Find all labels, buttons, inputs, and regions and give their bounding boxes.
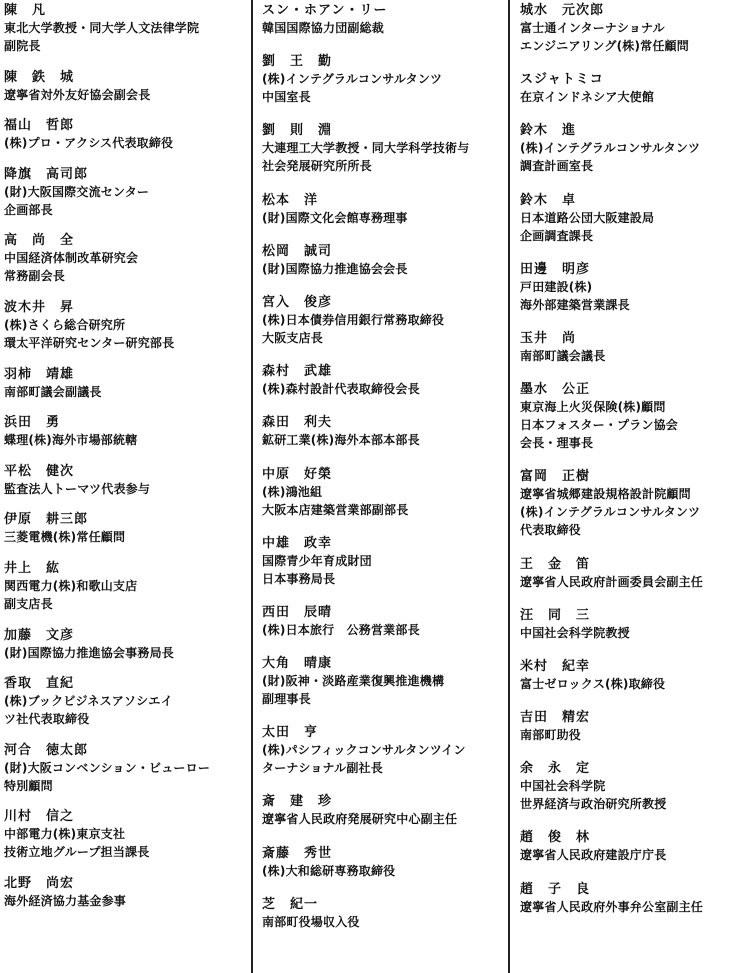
member-entry bbox=[4, 117, 248, 152]
member-entry bbox=[4, 875, 248, 910]
column-2 bbox=[262, 0, 506, 947]
member-entry bbox=[4, 463, 248, 498]
member-entry bbox=[520, 192, 748, 245]
member-entry bbox=[4, 675, 248, 728]
member-affiliation-line: (株)インテグラルコンサルタンツ bbox=[520, 141, 701, 156]
member-entry bbox=[520, 607, 748, 642]
member-affiliation-line: (株)インテグラルコンサルタンツ bbox=[520, 505, 701, 520]
member-entry bbox=[520, 829, 748, 864]
member-entry bbox=[520, 556, 748, 591]
member-affiliation-line: (株)鴻池組 bbox=[262, 484, 323, 499]
member-affiliation-line: 大阪本店建築営業部副部長 bbox=[262, 502, 409, 517]
member-name: 劉 則 淵 bbox=[262, 123, 333, 139]
member-affiliation-line: 三菱電機(株)常任顧問 bbox=[4, 530, 126, 545]
column-3 bbox=[520, 0, 748, 932]
member-entry bbox=[4, 2, 248, 55]
member-name: 田邊 明彦 bbox=[520, 261, 591, 277]
member-name: 趙 俊 林 bbox=[520, 830, 591, 846]
member-entry bbox=[262, 604, 506, 639]
member-affiliation-line: 韓国国際協力団副総裁 bbox=[262, 21, 385, 35]
member-name: 西田 辰晴 bbox=[262, 604, 333, 620]
member-entry bbox=[520, 709, 748, 744]
member-affiliation-line: 中国経済体制改革研究会 bbox=[4, 251, 139, 266]
member-entry bbox=[4, 69, 248, 104]
member-name: 森田 利夫 bbox=[262, 415, 333, 431]
member-name: 浜田 勇 bbox=[4, 415, 61, 431]
member-entry bbox=[4, 299, 248, 352]
member-entry bbox=[4, 808, 248, 861]
member-affiliation-line: (株)プロ・アクシス代表取締役 bbox=[4, 136, 174, 151]
member-entry bbox=[520, 2, 748, 55]
member-name: 斎 建 珍 bbox=[262, 794, 333, 810]
member-name: 川村 信之 bbox=[4, 809, 75, 825]
member-entry bbox=[520, 881, 748, 916]
member-affiliation-line: (株)日本債券信用銀行常務取締役 bbox=[262, 312, 445, 327]
member-name: 太田 亨 bbox=[262, 725, 319, 741]
member-affiliation-line: 副院長 bbox=[4, 39, 41, 53]
member-entry bbox=[4, 232, 248, 285]
member-name: 宮入 俊彦 bbox=[262, 294, 333, 310]
column-divider-2 bbox=[508, 0, 510, 973]
member-affiliation-line: 大連理工大学教授・同大学科学技術与 bbox=[262, 141, 470, 156]
member-affiliation-line: 遼寧省人民政府建設庁庁長 bbox=[520, 848, 667, 863]
member-name: 城水 元次郎 bbox=[520, 3, 605, 18]
member-entry bbox=[4, 366, 248, 401]
member-entry bbox=[520, 330, 748, 365]
member-affiliation-line: 鉱研工業(株)海外本部本部長 bbox=[262, 433, 420, 448]
member-name: 森村 武雄 bbox=[262, 364, 333, 380]
member-entry bbox=[520, 468, 748, 539]
member-affiliation-line: 遼寧省城郷建設規格設計院顧問 bbox=[520, 487, 691, 502]
member-affiliation-line: 副理事長 bbox=[262, 692, 311, 707]
member-entry bbox=[520, 381, 748, 452]
member-entry bbox=[262, 414, 506, 449]
member-affiliation-line: (株)森村設計代表取締役会長 bbox=[262, 382, 420, 397]
member-entry bbox=[262, 363, 506, 398]
member-affiliation-line: 海外経済協力基金参事 bbox=[4, 893, 127, 908]
column-divider-1 bbox=[251, 0, 253, 973]
member-affiliation-line: 中国社会科学院教授 bbox=[520, 625, 630, 640]
member-name: 河合 徳太郎 bbox=[4, 742, 89, 758]
member-affiliation-line: (株)インテグラルコンサルタンツ bbox=[262, 72, 443, 87]
member-name: 大角 晴康 bbox=[262, 656, 333, 672]
member-affiliation-line: 企画調査課長 bbox=[520, 228, 594, 243]
member-name: 玉井 尚 bbox=[520, 330, 577, 346]
member-affiliation-line: (財)阪神・淡路産業復興推進機構 bbox=[262, 674, 445, 689]
member-affiliation-line: ターナショナル副社長 bbox=[262, 761, 383, 776]
member-name: 墨水 公正 bbox=[520, 382, 591, 398]
member-affiliation-line: 世界経済与政治研究所教授 bbox=[520, 797, 667, 812]
member-affiliation-line: 遼寧省人民政府計画委員会副主任 bbox=[520, 574, 704, 589]
member-name: 陳 鉄 城 bbox=[4, 69, 75, 85]
member-entry bbox=[4, 511, 248, 546]
member-affiliation-line: 日本道路公団大阪建設局 bbox=[520, 210, 655, 225]
member-affiliation-line: 戸田建設(株) bbox=[520, 279, 593, 294]
member-name: 米村 紀幸 bbox=[520, 658, 591, 674]
member-affiliation-line: 日本事務局長 bbox=[262, 571, 336, 586]
member-affiliation-line: (株)さくら総合研究所 bbox=[4, 317, 126, 332]
member-affiliation-line: 特別顧問 bbox=[4, 778, 53, 793]
member-affiliation-line: 富士通インターナショナル bbox=[520, 21, 665, 35]
member-name: 鈴木 卓 bbox=[520, 192, 577, 208]
member-entry bbox=[4, 166, 248, 219]
member-name: 伊原 耕三郎 bbox=[4, 512, 89, 528]
member-name: 劉 王 勤 bbox=[262, 54, 333, 70]
member-entry bbox=[520, 760, 748, 813]
member-name: 波木井 昇 bbox=[4, 299, 75, 315]
member-affiliation-line: 東北大学教授・同大学人文法律学院 bbox=[4, 21, 200, 35]
member-entry bbox=[262, 845, 506, 880]
member-entry bbox=[262, 53, 506, 106]
member-entry bbox=[262, 655, 506, 708]
member-name: 平松 健次 bbox=[4, 463, 75, 479]
member-name: 松岡 誠司 bbox=[262, 243, 333, 259]
member-name: 福山 哲郎 bbox=[4, 118, 75, 134]
member-affiliation-line: 会長・理事長 bbox=[520, 436, 594, 451]
member-affiliation-line: 調査計画室長 bbox=[520, 159, 594, 174]
member-entry bbox=[520, 71, 748, 106]
member-entry bbox=[4, 414, 248, 449]
member-affiliation-line: 企画部長 bbox=[4, 202, 53, 217]
member-name: 汪 同 三 bbox=[520, 607, 591, 623]
member-name: 富岡 正樹 bbox=[520, 469, 591, 485]
member-entry bbox=[262, 122, 506, 175]
member-name: 陳 凡 bbox=[4, 3, 47, 18]
member-affiliation-line: 日本フォスター・プラン協会 bbox=[520, 418, 679, 433]
member-entry bbox=[262, 896, 506, 931]
member-name: 斎藤 秀世 bbox=[262, 845, 333, 861]
member-affiliation-line: (財)国際協力推進協会会長 bbox=[262, 261, 408, 276]
member-name: 中雄 政幸 bbox=[262, 535, 333, 551]
member-name: 中原 好榮 bbox=[262, 466, 333, 482]
member-affiliation-line: 中国社会科学院 bbox=[520, 779, 606, 794]
member-entry bbox=[520, 122, 748, 175]
member-affiliation-line: エンジニアリング(株)常任顧問 bbox=[520, 39, 689, 53]
member-entry bbox=[520, 261, 748, 314]
member-affiliation-line: (財)国際協力推進協会事務局長 bbox=[4, 645, 174, 660]
member-name: 芝 紀一 bbox=[262, 896, 319, 912]
member-affiliation-line: 中部電力(株)東京支社 bbox=[4, 827, 126, 842]
member-affiliation-line: 遼寧省人民政府外事弁公室副主任 bbox=[520, 899, 704, 914]
member-affiliation-line: 遼寧省人民政府発展研究中心副主任 bbox=[262, 812, 458, 827]
member-name: 吉田 精宏 bbox=[520, 710, 591, 726]
member-affiliation-line: 社会発展研究所所長 bbox=[262, 159, 372, 174]
member-affiliation-line: 環太平洋研究センター研究部長 bbox=[4, 335, 175, 350]
member-affiliation-line: 常務副会長 bbox=[4, 269, 66, 284]
member-name: 井上 紘 bbox=[4, 560, 61, 576]
member-entry bbox=[262, 192, 506, 227]
member-entry bbox=[262, 535, 506, 588]
member-affiliation-line: 南部町議会副議長 bbox=[4, 384, 102, 399]
column-1 bbox=[4, 0, 248, 924]
member-affiliation-line: 関西電力(株)和歌山支店 bbox=[4, 578, 138, 593]
member-entry bbox=[262, 2, 506, 37]
member-affiliation-line: 大阪支店長 bbox=[262, 330, 324, 345]
member-affiliation-line: (財)大阪国際交流センター bbox=[4, 184, 150, 199]
member-affiliation-line: 在京インドネシア大使館 bbox=[520, 90, 655, 105]
member-affiliation-line: (株)大和総研専務取締役 bbox=[262, 863, 396, 878]
member-name: 羽柿 靖雄 bbox=[4, 366, 75, 382]
member-affiliation-line: 南部町助役 bbox=[520, 728, 582, 743]
member-name: 趙 子 良 bbox=[520, 881, 591, 897]
member-name: 北野 尚宏 bbox=[4, 875, 75, 891]
member-entry bbox=[262, 793, 506, 828]
member-entry bbox=[262, 294, 506, 347]
member-entry bbox=[4, 742, 248, 795]
member-name: 加藤 文彦 bbox=[4, 627, 75, 643]
member-affiliation-line: 東京海上火災保険(株)顧問 bbox=[520, 400, 666, 415]
member-affiliation-line: 南部町議会議長 bbox=[520, 348, 606, 363]
member-affiliation-line: 富士ゼロックス(株)取締役 bbox=[520, 676, 666, 691]
member-name: 鈴木 進 bbox=[520, 123, 577, 139]
member-entry bbox=[262, 243, 506, 278]
member-entry bbox=[4, 627, 248, 662]
member-affiliation-line: 代表取締役 bbox=[520, 523, 582, 538]
member-name: 降旗 高司郎 bbox=[4, 166, 89, 182]
member-affiliation-line: 国際青少年育成財団 bbox=[262, 553, 372, 568]
member-affiliation-line: 海外部建築営業課長 bbox=[520, 297, 630, 312]
member-affiliation-line: (株)パシフィックコンサルタンツイン bbox=[262, 743, 466, 758]
member-affiliation-line: (財)大阪コンベンション・ビューロー bbox=[4, 760, 211, 775]
member-affiliation-line: (財)国際文化会館専務理事 bbox=[262, 210, 408, 225]
member-entry bbox=[262, 724, 506, 777]
member-entry bbox=[262, 466, 506, 519]
member-affiliation-line: 南部町役場収入役 bbox=[262, 914, 360, 929]
member-affiliation-line: 副支店長 bbox=[4, 596, 53, 611]
member-name: 松本 洋 bbox=[262, 192, 319, 208]
member-affiliation-line: 監査法人トーマツ代表参与 bbox=[4, 481, 151, 496]
member-entry bbox=[520, 658, 748, 693]
member-affiliation-line: ツ社代表取締役 bbox=[4, 712, 90, 727]
member-name: 王 金 笛 bbox=[520, 556, 591, 572]
member-affiliation-line: 中国室長 bbox=[262, 90, 311, 105]
member-name: スン・ホアン・リー bbox=[262, 3, 388, 18]
member-name: 香取 直紀 bbox=[4, 676, 75, 692]
member-name: 余 永 定 bbox=[520, 761, 591, 777]
member-name: スジャトミコ bbox=[520, 72, 604, 88]
member-affiliation-line: (株)日本旅行 公務営業部長 bbox=[262, 622, 420, 637]
member-affiliation-line: 技術立地グループ担当課長 bbox=[4, 845, 150, 860]
member-name: 高 尚 全 bbox=[4, 233, 75, 249]
member-affiliation-line: 蝶理(株)海外市場部統轄 bbox=[4, 433, 138, 448]
member-entry bbox=[4, 560, 248, 613]
member-affiliation-line: 遼寧省対外友好協会副会長 bbox=[4, 87, 151, 102]
member-affiliation-line: (株)ブックビジネスアソシエイ bbox=[4, 694, 173, 709]
